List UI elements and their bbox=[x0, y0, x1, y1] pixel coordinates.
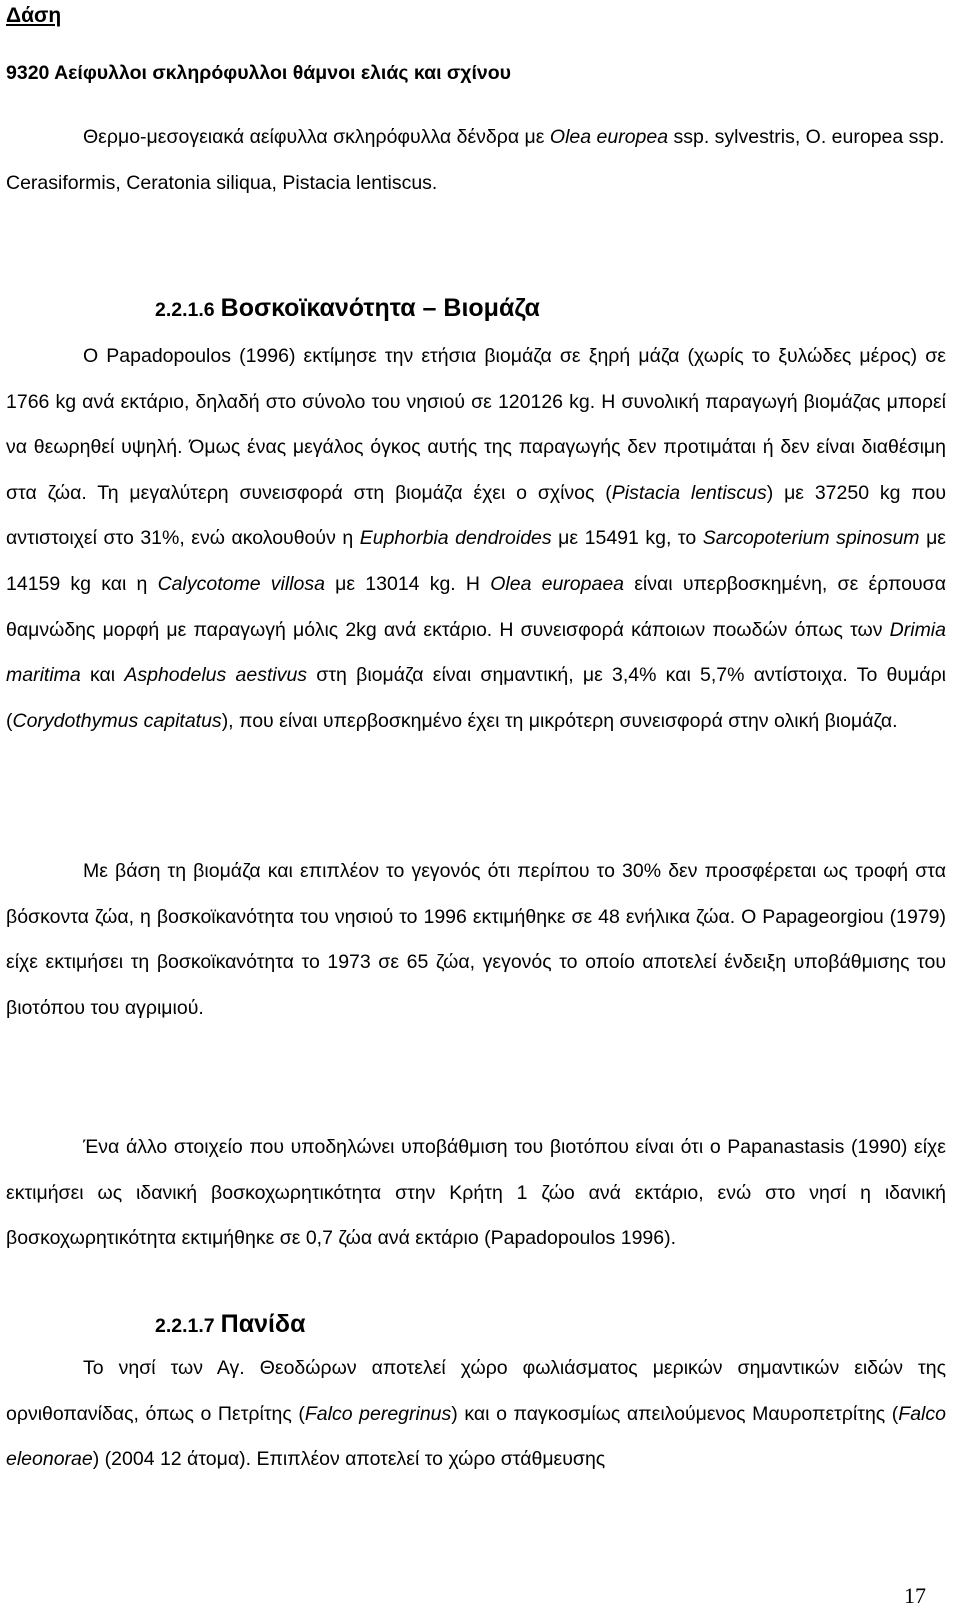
text-run: ) και ο παγκοσμίως απειλούμενος Μαυροπετρίτης ( bbox=[451, 1402, 899, 1425]
text-run: και bbox=[80, 664, 125, 687]
paragraph-fauna bbox=[6, 1346, 946, 1483]
heading-fauna-title: Πανίδα bbox=[220, 1310, 306, 1338]
text-run: ) με 37250 kg που αντιστοιχεί στο 31%, ενώ ακολουθούν η bbox=[6, 481, 946, 550]
paragraph-degradation: Ένα άλλο στοιχείο που υποδηλώνει υποβάθμιση του βιοτόπου είναι ότι ο Papanastasis (1990) είχε εκτιμήσει ως ιδανική βοσκοχωρητικότητα στην Κρήτη 1 ζώο ανά εκτάριο, ενώ στο νησί η ιδανική βοσκοχωρητικότητα εκτιμήθηκε σε 0,7 ζώα ανά εκτάριο (Papadopoulos 1996). bbox=[6, 1136, 946, 1250]
section-title: Δάση bbox=[6, 4, 62, 27]
habitat-desc-text-1: Θερμο-μεσογειακά αείφυλλα σκληρόφυλλα δένδρα με bbox=[83, 126, 550, 148]
page-number: 17 bbox=[904, 1583, 926, 1608]
text-run: είναι υπερβοσκημένη, σε έρπουσα θαμνώδης μορφή με παραγωγή μόλις 2kg ανά εκτάριο. Η συνεισφορά κάποιων ποωδών όπως των bbox=[6, 572, 946, 641]
habitat-desc-italic: Olea europea bbox=[549, 126, 669, 148]
species-name: Falco peregrinus bbox=[304, 1402, 452, 1425]
paragraph-carrying-capacity: Με βάση τη βιομάζα και επιπλέον το γεγονός ότι περίπου το 30% δεν προσφέρεται ως τροφή στα βόσκοντα ζώα, η βοσκοϊκανότητα του νησιού το 1996 εκτιμήθηκε σε 48 ενήλικα ζώα. Ο Papageorgiou (1979) είχε εκτιμήσει τη βοσκοϊκανότητα το 1973 σε 65 ζώα, γεγονός το οποίο αποτελεί ένδειξη υποβάθμισης του βιοτόπου του αγριμιού. bbox=[6, 860, 946, 1019]
heading-fauna-number: 2.2.1.7 bbox=[155, 1315, 215, 1337]
heading-biomass-number: 2.2.1.6 bbox=[155, 299, 215, 321]
text-run: στη βιομάζα είναι σημαντική, με 3,4% και 5,7% αντίστοιχα. Το θυμάρι ( bbox=[6, 664, 946, 732]
species-name: Asphodelus aestivus bbox=[124, 664, 308, 687]
species-name: Euphorbia dendroides bbox=[359, 527, 552, 550]
habitat-description bbox=[6, 114, 946, 206]
text-run: με 13014 kg. Η bbox=[324, 572, 491, 595]
text-run: με 15491 kg, το bbox=[551, 527, 703, 550]
heading-biomass bbox=[155, 294, 540, 323]
text-run: ) (2004 12 άτομα). Επιπλέον αποτελεί το χώρο στάθμευσης bbox=[92, 1448, 606, 1471]
paragraph-biomass bbox=[6, 334, 946, 744]
species-name: Corydothymus capitatus bbox=[12, 709, 222, 732]
text-run: Ο Papadopoulos (1996) εκτίμησε την ετήσια βιομάζα σε ξηρή μάζα (χωρίς το ξυλώδες μέρος) σε 1766 kg ανά εκτάριο, δηλαδή στο σύνολο του νησιού σε 120126 kg. Η συνολική παραγωγή βιομάζας μπορεί να θεωρηθεί υψηλή. Όμως ένας μεγάλος όγκος αυτής της παραγωγής δεν προτιμάται ή δεν είναι διαθέσιμη στα ζώα. Τη μεγαλύτερη συνεισφορά στη βιομάζα έχει ο σχίνος ( bbox=[6, 345, 946, 504]
text-run: ), που είναι υπερβοσκημένο έχει τη μικρότερη συνεισφορά στην ολική βιομάζα. bbox=[221, 709, 898, 732]
heading-biomass-title: Βοσκοϊκανότητα – Βιομάζα bbox=[220, 294, 540, 322]
species-name: Sarcopoterium spinosum bbox=[702, 527, 920, 550]
species-name: Falco eleonorae bbox=[6, 1402, 946, 1471]
heading-fauna bbox=[155, 1310, 305, 1339]
text-run: με 14159 kg και η bbox=[6, 527, 947, 595]
habitat-desc-text-2: ssp. sylvestris, O. europea ssp. Cerasiformis, Ceratonia siliqua, Pistacia lentiscus. bbox=[6, 126, 945, 194]
species-name: Drimia maritima bbox=[6, 618, 946, 687]
species-name: Calycotome villosa bbox=[157, 572, 325, 595]
habitat-code-title: 9320 Αείφυλλοι σκληρόφυλλοι θάμνοι ελιάς και σχίνου bbox=[6, 62, 512, 84]
species-name: Pistacia lentiscus bbox=[611, 481, 767, 504]
text-run: Το νησί των Αγ. Θεοδώρων αποτελεί χώρο φωλιάσματος μερικών σημαντικών ειδών της ορνιθοπανίδας, όπως ο Πετρίτης ( bbox=[6, 1357, 946, 1425]
species-name: Olea europaea bbox=[490, 572, 625, 595]
